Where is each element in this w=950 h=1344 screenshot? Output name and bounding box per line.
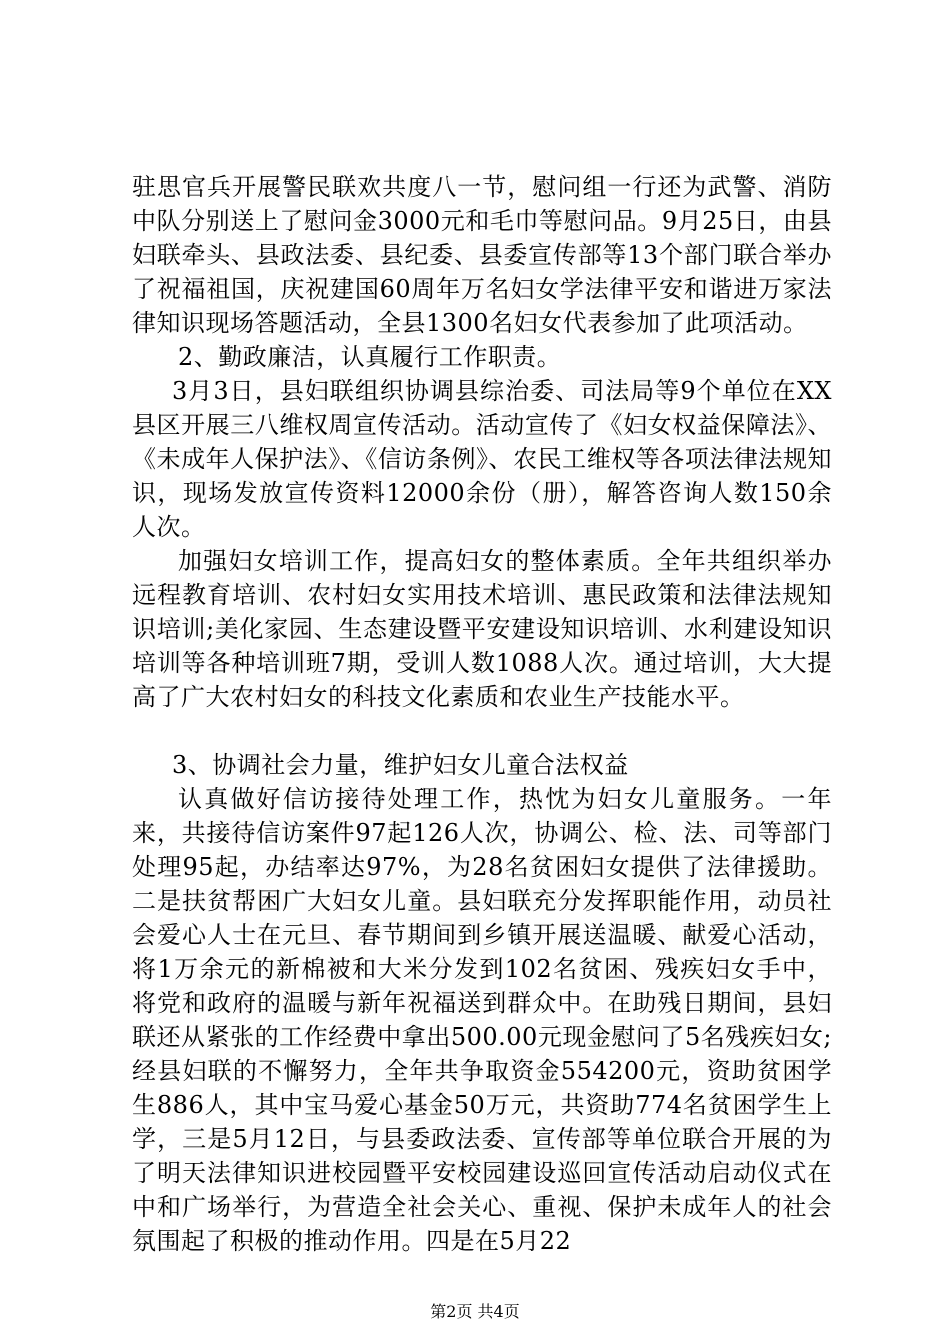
document-body [132,170,832,1258]
paragraph-4: 认真做好信访接待处理工作，热忱为妇女儿童服务。一年来，共接待信访案件97起126人次，协调公、检、法、司等部门处理95起，办结率达97%，为28名贫困妇女提供了法律援助。二是扶贫帮困广大妇女儿童。县妇联充分发挥职能作用，动员社会爱心人士在元旦、春节期间到乡镇开展送温暖、献爱心活动，将1万余元的新棉被和大米分发到102名贫困、残疾妇女手中，将党和政府的温暖与新年祝福送到群众中。在助残日期间，县妇联还从紧张的工作经费中拿出500.00元现金慰问了5名残疾妇女;经县妇联的不懈努力，全年共争取资金554200元，资助贫困学生886人，其中宝马爱心基金50万元，共资助774名贫困学生上学，三是5月12日，与县委政法委、宣传部等单位联合开展的为了明天法律知识进校园暨平安校园建设巡回宣传活动启动仪式在中和广场举行，为营造全社会关心、重视、保护未成年人的社会氛围起了积极的推动作用。四是在5月22 [132,785,832,1255]
paragraph-1: 驻思官兵开展警民联欢共度八一节，慰问组一行还为武警、消防中队分别送上了慰问金3000元和毛巾等慰问品。9月25日，由县妇联牵头、县政法委、县纪委、县委宣传部等13个部门联合举办了祝福祖国，庆祝建国60周年万名妇女学法律平安和谐进万家法律知识现场答题活动，全县1300名妇女代表参加了此项活动。 [132,173,832,337]
section-heading-3: 3、协调社会力量，维护妇女儿童合法权益 [172,751,629,779]
section-heading-2: 2、勤政廉洁，认真履行工作职责。 [178,343,562,371]
paragraph-3: 加强妇女培训工作，提高妇女的整体素质。全年共组织举办远程教育培训、农村妇女实用技术培训、惠民政策和法律法规知识培训;美化家园、生态建设暨平安建设知识培训、水利建设知识培训等各种培训班7期，受训人数1088人次。通过培训，大大提高了广大农村妇女的科技文化素质和农业生产技能水平。 [132,547,832,711]
paragraph-gap [132,714,832,748]
paragraph-2: 3月3日，县妇联组织协调县综治委、司法局等9个单位在XX县区开展三八维权周宣传活动。活动宣传了《妇女权益保障法》、《未成年人保护法》、《信访条例》、农民工维权等各项法律法规知识，现场发放宣传资料12000余份（册），解答咨询人数150余人次。 [132,377,832,541]
page-footer: 第2页 共4页 [430,1302,520,1321]
